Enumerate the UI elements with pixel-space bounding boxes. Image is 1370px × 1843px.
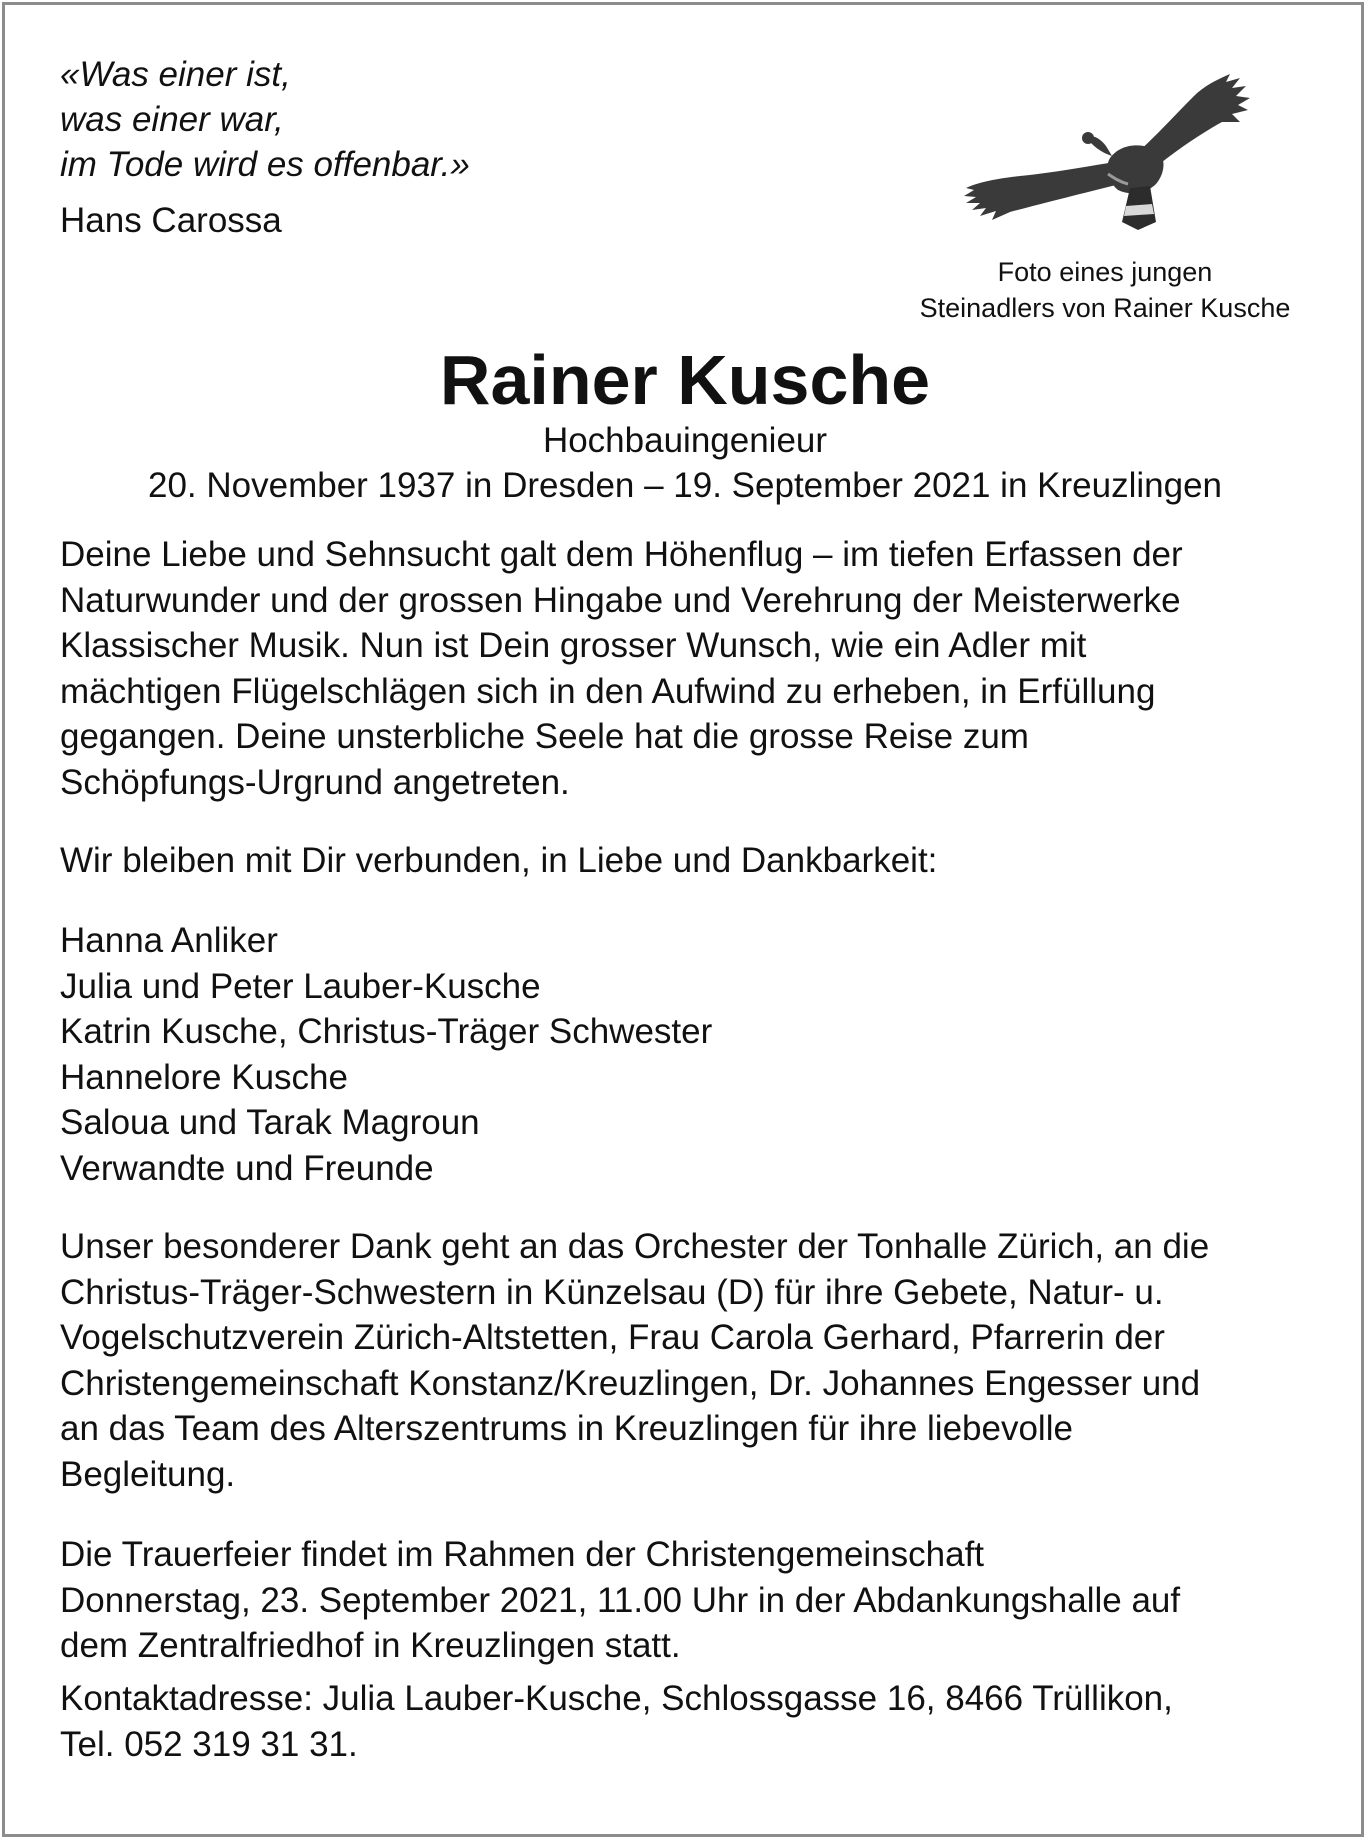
contact-line: Kontaktadresse: Julia Lauber-Kusche, Schlossgasse 16, 8466 Trüllikon, bbox=[60, 1679, 1173, 1718]
thanks-line: Christus-Träger-Schwestern in Künzelsau (D) für ihre Gebete, Natur- u. bbox=[60, 1272, 1164, 1312]
thanks-line: Unser besonderer Dank geht an das Orchester der Tonhalle Zürich, an die bbox=[60, 1227, 1210, 1266]
mourner-name: Saloua und Tarak Magroun bbox=[60, 1103, 480, 1142]
tribute-line: mächtigen Flügelschlägen sich in den Aufwind zu erheben, in Erfüllung bbox=[60, 671, 1156, 711]
farewell-line bbox=[60, 838, 1330, 884]
thanks-line: Begleitung. bbox=[60, 1454, 236, 1494]
caption-line: Steinadlers von Rainer Kusche bbox=[919, 293, 1291, 323]
photo-caption bbox=[860, 254, 1350, 326]
mourner-name: Julia und Peter Lauber-Kusche bbox=[60, 966, 541, 1006]
deceased-profession: Hochbauingenieur bbox=[542, 421, 828, 460]
contact-paragraph bbox=[60, 1676, 1330, 1767]
thanks-line: Christengemeinschaft Konstanz/Kreuzlingen, Dr. Johannes Engesser und bbox=[60, 1363, 1201, 1403]
eagle-silhouette-icon bbox=[960, 72, 1250, 242]
epigraph-quote bbox=[60, 52, 680, 187]
quote-line: was einer war, bbox=[60, 100, 284, 139]
thanks-line: Vogelschutzverein Zürich-Altstetten, Frau Carola Gerhard, Pfarrerin der bbox=[60, 1318, 1165, 1357]
tribute-line: Deine Liebe und Sehnsucht galt dem Höhenflug – im tiefen Erfassen der bbox=[60, 535, 1183, 574]
service-line: Die Trauerfeier findet im Rahmen der Christengemeinschaft bbox=[60, 1535, 985, 1574]
mourners-list bbox=[60, 918, 1330, 1191]
tribute-paragraph bbox=[60, 532, 1330, 805]
tribute-line: Schöpfungs-Urgrund angetreten. bbox=[60, 762, 570, 802]
quote-author: Hans Carossa bbox=[60, 201, 282, 240]
mourner-name: Hanna Anliker bbox=[60, 921, 278, 960]
tribute-line: Naturwunder und der grossen Hingabe und Verehrung der Meisterwerke bbox=[60, 580, 1181, 620]
mourner-name: Hannelore Kusche bbox=[60, 1057, 348, 1097]
service-line: dem Zentralfriedhof in Kreuzlingen statt. bbox=[60, 1626, 681, 1665]
caption-line: Foto eines jungen bbox=[997, 257, 1213, 287]
deceased-name: Rainer Kusche bbox=[439, 341, 931, 419]
thanks-paragraph bbox=[60, 1224, 1330, 1497]
mourner-name: Katrin Kusche, Christus-Träger Schwester bbox=[60, 1012, 713, 1051]
tribute-line: Klassischer Musik. Nun ist Dein grosser Wunsch, wie ein Adler mit bbox=[60, 626, 1087, 665]
tribute-line: gegangen. Deine unsterbliche Seele hat die grosse Reise zum bbox=[60, 717, 1029, 756]
service-paragraph bbox=[60, 1532, 1330, 1669]
contact-line: Tel. 052 319 31 31. bbox=[60, 1724, 358, 1764]
farewell-text: Wir bleiben mit Dir verbunden, in Liebe und Dankbarkeit: bbox=[60, 841, 938, 880]
mourner-name: Verwandte und Freunde bbox=[60, 1148, 434, 1188]
quote-line: «Was einer ist, bbox=[60, 55, 291, 94]
thanks-line: an das Team des Alterszentrums in Kreuzlingen für ihre liebevolle bbox=[60, 1409, 1073, 1448]
life-dates: 20. November 1937 in Dresden – 19. September 2021 in Kreuzlingen bbox=[147, 466, 1222, 505]
service-line: Donnerstag, 23. September 2021, 11.00 Uhr in der Abdankungshalle auf bbox=[60, 1580, 1181, 1620]
quote-line: im Tode wird es offenbar.» bbox=[60, 145, 470, 184]
